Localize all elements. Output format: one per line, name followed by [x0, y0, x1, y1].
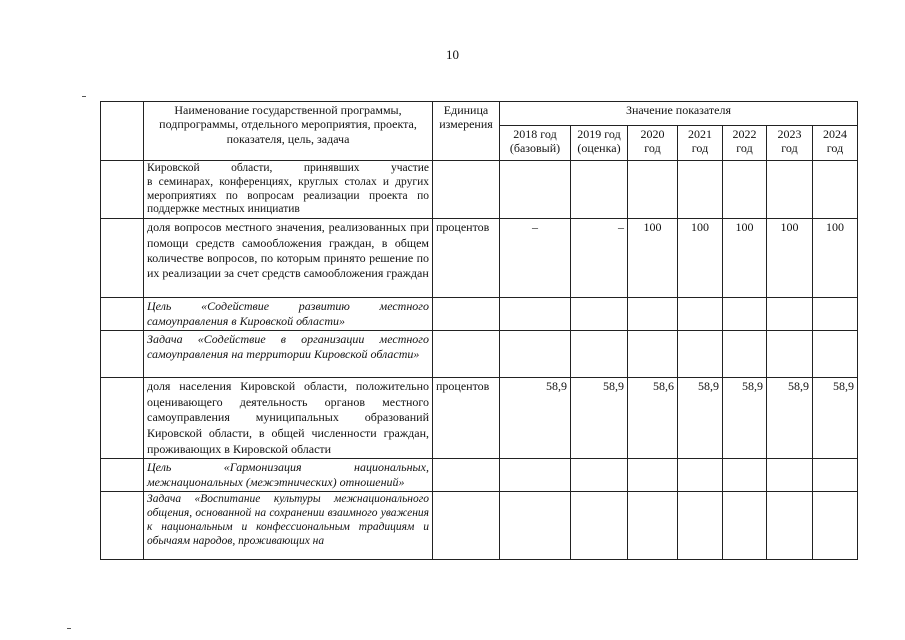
value-cell: 58,9 — [500, 378, 571, 459]
value-cell — [628, 459, 678, 492]
value-cell — [723, 492, 767, 560]
value-cell — [500, 298, 571, 331]
value-cell — [813, 492, 858, 560]
indicators-table — [100, 101, 858, 560]
table-row — [101, 161, 858, 219]
value-cell: – — [571, 219, 628, 298]
year-header: 2023 год — [767, 126, 813, 161]
value-cell: 58,9 — [571, 378, 628, 459]
year-header: 2021 год — [678, 126, 723, 161]
value-cell: 100 — [678, 219, 723, 298]
year-header: 2022 год — [723, 126, 767, 161]
value-cell — [678, 161, 723, 219]
value-cell — [571, 161, 628, 219]
year-header: 2018 год (базовый) — [500, 126, 571, 161]
value-cell — [723, 459, 767, 492]
value-cell: 100 — [628, 219, 678, 298]
value-cell: 58,9 — [723, 378, 767, 459]
value-cell — [723, 331, 767, 378]
header-row — [101, 102, 858, 126]
row-blank-cell — [101, 378, 144, 459]
task-cell: Задача «Воспитание культуры межнационального общения, основанной на сохранении взаимного уважения к национальным и конфессиональным традициям и обычаям народов, проживающих на — [144, 492, 433, 560]
indicator-name-cell: доля вопросов местного значения, реализованных при помощи средств самообложения граждан, в общем количестве вопросов, по которым принято решение по их реализации за счет средств самообложения граждан — [144, 219, 433, 298]
value-cell — [628, 331, 678, 378]
scan-speck — [67, 628, 71, 629]
value-cell — [571, 492, 628, 560]
value-cell — [767, 298, 813, 331]
value-cell — [678, 331, 723, 378]
table-row — [101, 219, 858, 298]
table-row — [101, 331, 858, 378]
header-unit-cell: Единица измерения — [433, 102, 500, 161]
value-cell — [571, 459, 628, 492]
value-cell: 58,9 — [767, 378, 813, 459]
value-cell — [767, 331, 813, 378]
value-cell — [628, 161, 678, 219]
value-cell — [767, 459, 813, 492]
year-header: 2024 год — [813, 126, 858, 161]
table-row — [101, 298, 858, 331]
value-cell — [813, 331, 858, 378]
table-row — [101, 492, 858, 560]
unit-cell — [433, 492, 500, 560]
value-cell — [813, 298, 858, 331]
value-cell — [678, 459, 723, 492]
value-cell — [678, 492, 723, 560]
year-header: 2019 год (оценка) — [571, 126, 628, 161]
unit-cell — [433, 298, 500, 331]
value-cell — [723, 161, 767, 219]
value-cell: – — [500, 219, 571, 298]
goal-cell: Цель «Содействие развитию местного самоуправления в Кировской области» — [144, 298, 433, 331]
indicator-name-cell: доля населения Кировской области, положительно оценивающего деятельность органов местного самоуправления муниципальных образований Кировской области, в общей численности граждан, проживающих в Кировской области — [144, 378, 433, 459]
value-cell: 58,6 — [628, 378, 678, 459]
page-number: 10 — [446, 47, 459, 62]
table-row — [101, 459, 858, 492]
header-values-title: Значение показателя — [500, 102, 858, 126]
value-cell — [628, 298, 678, 331]
task-cell: Задача «Содействие в организации местного самоуправления на территории Кировской области» — [144, 331, 433, 378]
row-blank-cell — [101, 298, 144, 331]
unit-cell: процентов — [433, 219, 500, 298]
value-cell — [500, 492, 571, 560]
indicator-name-cell: Кировской области, принявших участие в семинарах, конференциях, круглых столах и других мероприятиях по вопросам реализации проекта по поддержке местных инициатив — [144, 161, 433, 219]
unit-cell — [433, 459, 500, 492]
value-cell: 58,9 — [813, 378, 858, 459]
value-cell: 100 — [767, 219, 813, 298]
value-cell — [571, 298, 628, 331]
row-blank-cell — [101, 161, 144, 219]
value-cell — [723, 298, 767, 331]
value-cell — [500, 459, 571, 492]
value-cell — [500, 331, 571, 378]
unit-cell — [433, 331, 500, 378]
value-cell — [571, 331, 628, 378]
value-cell — [813, 161, 858, 219]
header-blank-cell — [101, 102, 144, 161]
year-header: 2020 год — [628, 126, 678, 161]
table-row — [101, 378, 858, 459]
value-cell — [767, 492, 813, 560]
row-blank-cell — [101, 219, 144, 298]
unit-cell: процентов — [433, 378, 500, 459]
value-cell — [628, 492, 678, 560]
row-blank-cell — [101, 459, 144, 492]
row-blank-cell — [101, 331, 144, 378]
value-cell: 58,9 — [678, 378, 723, 459]
value-cell: 100 — [723, 219, 767, 298]
unit-cell — [433, 161, 500, 219]
value-cell — [500, 161, 571, 219]
value-cell — [813, 459, 858, 492]
goal-cell: Цель «Гармонизация национальных, межнациональных (межэтнических) отношений» — [144, 459, 433, 492]
header-name-cell: Наименование государственной программы, подпрограммы, отдельного мероприятия, проекта, показателя, цель, задача — [144, 102, 433, 161]
value-cell: 100 — [813, 219, 858, 298]
value-cell — [767, 161, 813, 219]
row-blank-cell — [101, 492, 144, 560]
scan-speck — [82, 96, 86, 97]
value-cell — [678, 298, 723, 331]
